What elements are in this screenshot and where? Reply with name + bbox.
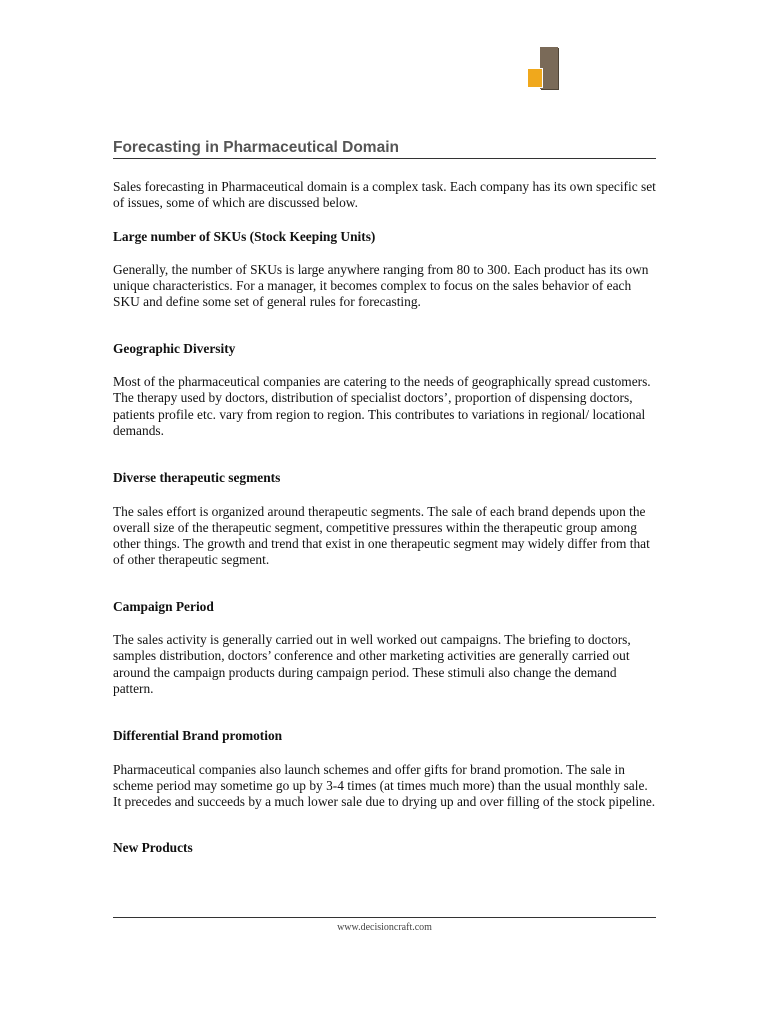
company-logo <box>528 47 560 89</box>
section-body-skus: Generally, the number of SKUs is large anywhere ranging from 80 to 300. Each product has its own unique characteristics. For a manager, it becomes complex to focus on the sales behavior of each SKU and define some set of general rules for forecasting. <box>113 261 649 310</box>
section-heading-therapeutic: Diverse therapeutic segments <box>113 470 281 486</box>
section-heading-geographic: Geographic Diversity <box>113 340 236 356</box>
section-body-geographic: Most of the pharmaceutical companies are catering to the needs of geographically spread customers. The therapy used by doctors, distribution of specialist doctors’, proportion of dispensing doctors, patients profile etc. vary from region to region. This contributes to variations in regional/ locational demands. <box>113 374 651 438</box>
section-heading-skus: Large number of SKUs (Stock Keeping Units) <box>113 228 376 244</box>
intro-paragraph: Sales forecasting in Pharmaceutical domain is a complex task. Each company has its own specific set of issues, some of which are discussed below. <box>113 179 656 211</box>
section-body-brand-promotion: Pharmaceutical companies also launch schemes and offer gifts for brand promotion. The sale in scheme period may sometime go up by 3-4 times (at times much more) than the usual monthly sale. It precedes and succeeds by a much lower sale due to drying up and over filling of the stock pipeline. <box>113 761 656 810</box>
document-title: Forecasting in Pharmaceutical Domain <box>113 138 656 159</box>
document-body <box>113 179 658 857</box>
section-heading-brand-promotion: Differential Brand promotion <box>113 728 283 744</box>
logo-gold-square <box>528 69 542 87</box>
logo-dark-bar <box>540 47 558 89</box>
section-body-campaign: The sales activity is generally carried out in well worked out campaigns. The briefing to doctors, samples distribution, doctors’ conference and other marketing activities are generally carried out around the campaign products during campaign period. These stimuli also change the demand pattern. <box>113 632 631 696</box>
footer-url: www.decisioncraft.com <box>337 922 432 933</box>
section-heading-new-products: New Products <box>113 840 193 856</box>
section-heading-campaign: Campaign Period <box>113 598 214 614</box>
section-body-therapeutic: The sales effort is organized around therapeutic segments. The sale of each brand depends upon the overall size of the therapeutic segment, competitive pressures within the therapeutic group among other things. The growth and trend that exist in one therapeutic segment may widely differ from that of other therapeutic segment. <box>113 503 650 568</box>
footer-divider <box>113 917 656 918</box>
